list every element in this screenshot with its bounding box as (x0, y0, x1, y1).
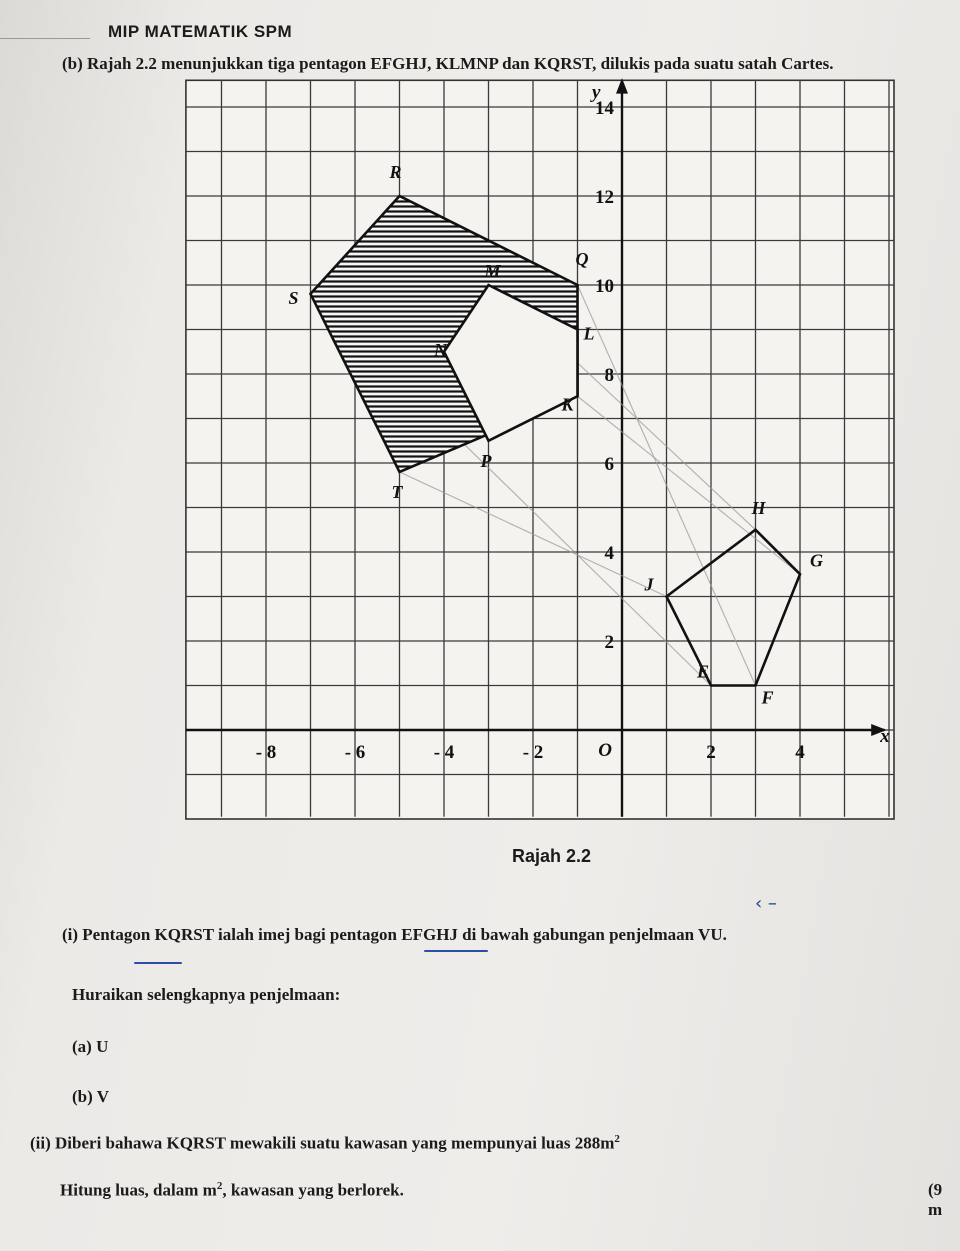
y-tick-label: 10 (595, 276, 614, 297)
question-i: (i) Pentagon KQRST ialah imej bagi pentagon EFGHJ di bawah gabungan penjelmaan VU. (62, 925, 727, 944)
x-tick-label: 2 (706, 742, 716, 763)
point-label-l: L (583, 323, 595, 344)
describe-instruction: Huraikan selengkapnya penjelmaan: (72, 985, 341, 1004)
intro-text: Rajah 2.2 menunjukkan tiga pentagon EFGHJ, KLMNP dan KQRST, dilukis pada suatu satah Cartes. (87, 54, 834, 73)
question-ii-task (60, 1180, 404, 1201)
point-label-h: H (751, 497, 766, 518)
grid (186, 80, 894, 819)
point-label-m: M (484, 261, 501, 281)
book-header: MIP MATEMATIK SPM (108, 22, 293, 41)
x-axis-label: x (880, 726, 890, 747)
question-ii-text: (ii) Diberi bahawa KQRST mewakili suatu kawasan yang mempunyai luas 288m (30, 1133, 615, 1153)
handwritten-underline (134, 962, 182, 964)
superscript: 2 (216, 1180, 223, 1192)
point-label-g: G (810, 550, 823, 571)
marks: (9 m (928, 1180, 943, 1219)
point-label-r: R (389, 162, 402, 182)
point-label-p: P (480, 450, 492, 471)
point-label-f: F (761, 687, 774, 708)
point-label-k: K (561, 394, 574, 415)
handwritten-underline (424, 950, 488, 952)
y-tick-label: 4 (604, 543, 614, 564)
handwritten-arrow: ‹ – (755, 893, 777, 914)
task-text-end: , kawasan yang berlorek. (222, 1180, 404, 1200)
point-label-q: Q (575, 249, 589, 269)
point-label-s: S (288, 287, 299, 308)
grid-frame (186, 80, 894, 819)
point-label-e: E (697, 661, 710, 682)
y-tick-label: 14 (595, 98, 614, 119)
x-tick-label: - 2 (522, 742, 544, 763)
task-text: Hitung luas, dalam m (60, 1180, 217, 1200)
x-tick-label: - 6 (344, 742, 366, 763)
part-b: (b) V (72, 1087, 109, 1106)
y-tick-label: 8 (604, 365, 614, 386)
y-tick-label: 6 (604, 454, 614, 475)
point-label-t: T (391, 481, 403, 502)
y-tick-label: 2 (604, 632, 614, 653)
origin-label: O (598, 740, 612, 761)
x-tick-label: 4 (795, 742, 805, 763)
point-label-j: J (644, 574, 654, 595)
y-axis-label: y (592, 82, 601, 104)
question-ii (30, 1133, 620, 1154)
x-tick-label: - 8 (255, 742, 277, 763)
figure-caption: Rajah 2.2 (512, 846, 592, 866)
point-label-n: N (434, 339, 447, 360)
x-tick-label: - 4 (433, 742, 455, 763)
superscript: 2 (614, 1133, 620, 1145)
part-label: (b) (62, 54, 83, 73)
part-a: (a) U (72, 1037, 109, 1056)
y-tick-label: 12 (595, 187, 614, 208)
